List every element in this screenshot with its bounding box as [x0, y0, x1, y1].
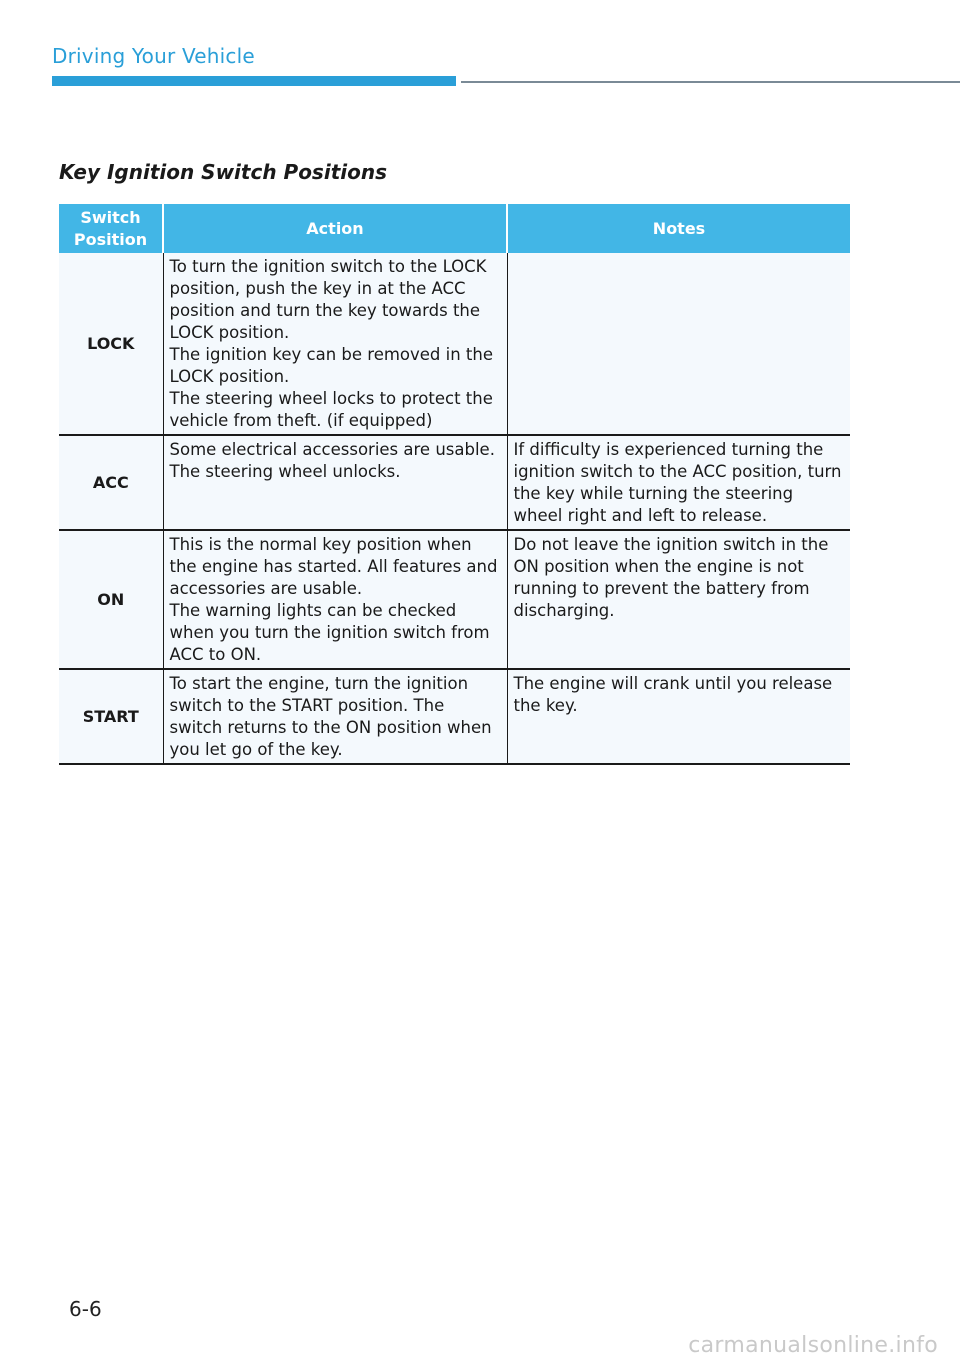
cell-position: ACC — [59, 435, 163, 530]
table-header-row — [59, 204, 850, 253]
cell-action: Some electrical accessories are usable. The steering wheel unlocks. — [163, 435, 507, 530]
cell-position: ON — [59, 530, 163, 669]
action-line: The warning lights can be checked when you turn the ignition switch from ACC to ON. — [169, 601, 490, 664]
table-row — [59, 253, 850, 435]
cell-notes: The engine will crank until you release the key. — [507, 669, 850, 764]
action-line: This is the normal key position when the engine has started. All features and accessories are usable. — [169, 535, 498, 598]
section-header: Driving Your Vehicle — [52, 44, 255, 68]
column-header-switch-position: Switch Position — [59, 204, 163, 253]
cell-action: To start the engine, turn the ignition switch to the START position. The switch returns to the ON position when you let go of the key. — [163, 669, 507, 764]
action-line: The ignition key can be removed in the LOCK position. — [169, 345, 494, 386]
table-row — [59, 669, 850, 764]
cell-notes: Do not leave the ignition switch in the ON position when the engine is not running to prevent the battery from discharging. — [507, 530, 850, 669]
action-line: To turn the ignition switch to the LOCK position, push the key in at the ACC position and turn the key towards the LOCK position. — [169, 257, 487, 342]
cell-position: START — [59, 669, 163, 764]
watermark: carmanualsonline.info — [688, 1333, 938, 1358]
cell-action — [163, 253, 507, 435]
page-title: Key Ignition Switch Positions — [59, 160, 387, 184]
column-header-action: Action — [163, 204, 507, 253]
action-line: The steering wheel locks to protect the vehicle from theft. (if equipped) — [169, 389, 493, 430]
column-header-notes: Notes — [507, 204, 850, 253]
header-rule-accent — [52, 76, 456, 86]
header-rule — [461, 81, 960, 83]
ignition-positions-table — [59, 204, 850, 765]
table-row — [59, 435, 850, 530]
table-row — [59, 530, 850, 669]
cell-position: LOCK — [59, 253, 163, 435]
cell-notes: If difficulty is experienced turning the ignition switch to the ACC position, turn the key while turning the steering wheel right and left to release. — [507, 435, 850, 530]
cell-action — [163, 530, 507, 669]
cell-notes — [507, 253, 850, 435]
page-number: 6-6 — [69, 1297, 102, 1321]
